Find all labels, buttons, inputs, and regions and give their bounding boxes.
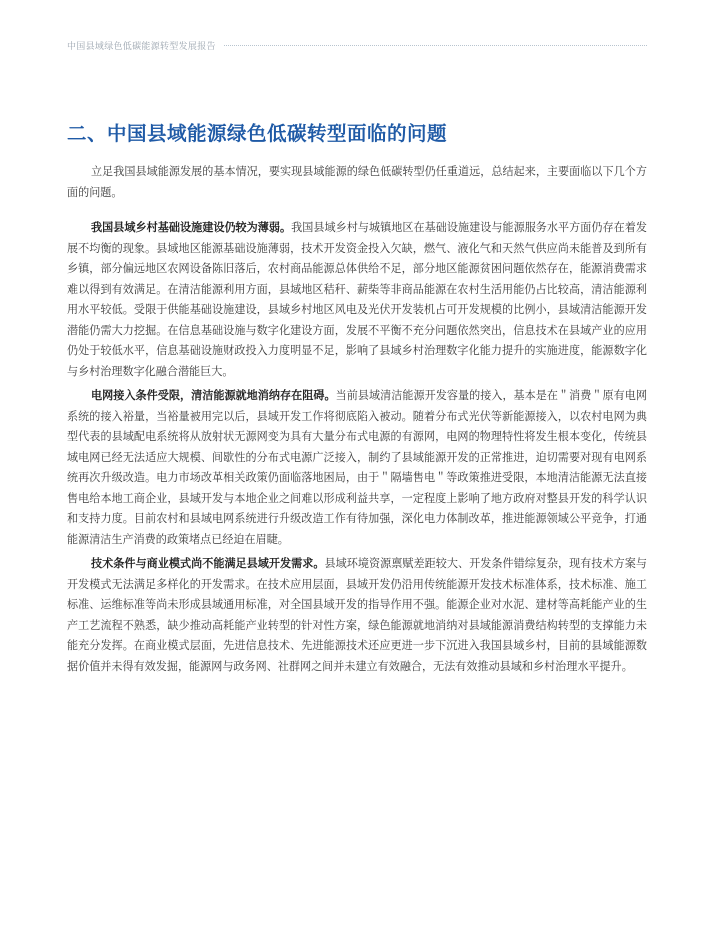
running-header-title: 中国县域绿色低碳能源转型发展报告	[67, 41, 216, 52]
section-title: 二、中国县域能源绿色低碳转型面临的问题	[67, 122, 448, 145]
running-header-dotted-rule	[224, 45, 647, 46]
issue-lead-technology: 技术条件与商业模式尚不能满足县域开发需求。	[91, 557, 325, 570]
issue-paragraph-infrastructure	[67, 218, 647, 382]
running-header	[67, 38, 647, 52]
intro-paragraph: 立足我国县域能源发展的基本情况，要实现县域能源的绿色低碳转型仍任重道远，总结起来，主要面临以下几个方面的问题。	[67, 165, 647, 199]
issue-body-grid: 当前县域清洁能源开发容量的接入，基本是在＂消费＂原有电网系统的接入裕量，当裕量被用完以后，县域开发工作将彻底陷入被动。随着分布式光伏等新能源接入，以农村电网为典型代表的县域配电系统将从放射状无源网变为具有大量分布式电源的有源网，电网的物理特性将发生根本变化，传统县域电网已经无法适应大规模、间歇性的分布式电源广泛接入，制约了县域能源开发的正常推进，迫切需要对现有电网系统再次升级改造。电力市场改革相关政策仍面临落地困局，由于＂隔墙售电＂等政策推进受限，本地清洁能源无法直接售电给本地工商企业，县域开发与本地企业之间难以形成利益共享，一定程度上影响了地方政府对整县开发的科学认识和支持力度。目前农村和县域电网系统进行升级改造工作有待加强，深化电力体制改革，推进能源领域公平竞争，打通能源清洁生产消费的政策堵点已经迫在眉睫。	[67, 389, 647, 546]
issue-lead-grid: 电网接入条件受限，清洁能源就地消纳存在阻碍。	[91, 389, 336, 402]
body-text	[67, 162, 647, 681]
issue-body-technology: 县域环境资源禀赋差距较大、开发条件错综复杂，现有技术方案与开发模式无法满足多样化的开发需求。在技术应用层面，县域开发仍沿用传统能源开发技术标准体系，技术标准、施工标准、运维标准等尚未形成县域通用标准，对全国县域开发的指导作用不强。能源企业对水泥、建材等高耗能产业的生产工艺流程不熟悉，缺少推动高耗能产业转型的针对性方案，绿色能源就地消纳对县域能源消费结构转型的支撑能力未能充分发挥。在商业模式层面，先进信息技术、先进能源技术还应更进一步下沉进入我国县域乡村，目前的县域能源数据价值并未得有效发掘，能源网与政务网、社群网之间并未建立有效融合，无法有效推动县域和乡村治理水平提升。	[67, 557, 647, 673]
issue-lead-infrastructure: 我国县域乡村基础设施建设仍较为薄弱。	[91, 221, 292, 234]
issue-paragraph-technology	[67, 554, 647, 677]
issue-paragraph-grid	[67, 386, 647, 550]
issue-body-infrastructure: 我国县域乡村与城镇地区在基础设施建设与能源服务水平方面仍存在着发展不均衡的现象。县域地区能源基础设施薄弱，技术开发资金投入欠缺，燃气、液化气和天然气供应尚未能普及到所有乡镇，部分偏远地区农网设备陈旧落后，农村商品能源总体供给不足，部分地区能源贫困问题依然存在，能源消费需求难以得到有效满足。在清洁能源利用方面，县域地区秸秆、薪柴等非商品能源在农村生活用能仍占比较高，清洁能源利用水平较低。受限于供能基础设施建设，县域乡村地区风电及光伏开发装机占可开发规模的比例小，县域清洁能源开发潜能仍需大力挖掘。在信息基础设施与数字化建设方面，发展不平衡不充分问题依然突出，信息技术在县域产业的应用仍处于较低水平，信息基础设施财政投入力度明显不足，影响了县域乡村治理数字化能力提升的实施进度，能源数字化与乡村治理数字化融合潜能巨大。	[67, 221, 647, 378]
